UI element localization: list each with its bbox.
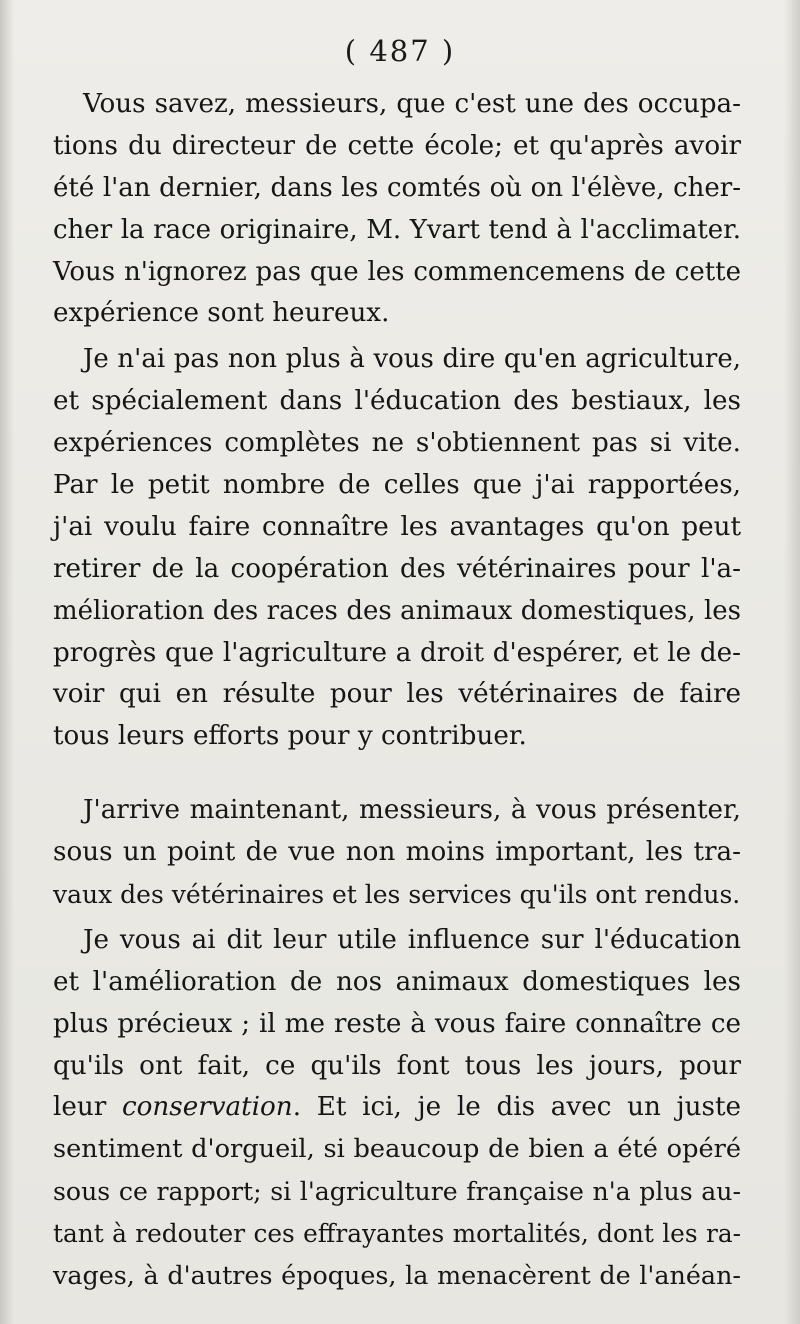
text-line: mélioration des races des animaux domestiques, les: [53, 595, 741, 626]
text-line: j'ai voulu faire connaître les avantages qu'on peut: [53, 511, 741, 542]
text-line: tant à redouter ces effrayantes mortalités, dont les ra-: [53, 1219, 741, 1249]
body-text: [53, 84, 741, 1297]
text-fragment: . Et ici, je le dis avec un juste: [292, 1092, 741, 1123]
text-line-with-italic: [53, 1087, 741, 1129]
text-line: qu'ils ont fait, ce qu'ils font tous les jours, pour: [53, 1050, 741, 1081]
text-line: progrès que l'agriculture a droit d'espérer, et le de-: [53, 637, 741, 668]
text-line: tous leurs efforts pour y contribuer.: [53, 721, 527, 752]
text-line: Vous n'ignorez pas que les commencemens de cette: [53, 256, 741, 287]
text-line: Je n'ai pas non plus à vous dire qu'en agriculture,: [83, 344, 741, 375]
text-line: cher la race originaire, M. Yvart tend à l'acclimater.: [53, 214, 741, 245]
text-line: expériences complètes ne s'obtiennent pas si vite.: [53, 428, 741, 459]
paragraph-3: [53, 790, 741, 916]
text-line: Par le petit nombre de celles que j'ai rapportées,: [53, 470, 741, 501]
text-line: J'arrive maintenant, messieurs, à vous présenter,: [83, 795, 741, 826]
text-fragment: leur: [53, 1092, 122, 1123]
page-number: ( 487 ): [344, 34, 456, 68]
text-line: tions du directeur de cette école; et qu'après avoir: [53, 130, 741, 161]
paragraph-4: [53, 920, 741, 1297]
text-line: vages, à d'autres époques, la menacèrent de l'anéan-: [53, 1260, 741, 1291]
text-line: voir qui en résulte pour les vétérinaires de faire: [53, 679, 741, 710]
text-line: vaux des vétérinaires et les services qu'ils ont rendus.: [53, 880, 741, 910]
text-line: retirer de la coopération des vétérinaires pour l'a-: [53, 553, 741, 584]
text-line: Vous savez, messieurs, que c'est une des occupa-: [83, 89, 741, 119]
text-line: sentiment d'orgueil, si beaucoup de bien a été opéré: [53, 1134, 741, 1165]
text-line: Je vous ai dit leur utile influence sur l'éducation: [83, 924, 741, 955]
text-line: plus précieux ; il me reste à vous faire connaître ce: [53, 1008, 741, 1039]
text-line: sous ce rapport; si l'agriculture française n'a plus au-: [53, 1177, 741, 1207]
italic-word: conservation: [121, 1092, 293, 1123]
text-line: expérience sont heureux.: [53, 298, 390, 329]
text-line: été l'an dernier, dans les comtés où on l'élève, cher-: [53, 172, 741, 203]
paragraph-1: [53, 84, 741, 335]
paragraph-2: [53, 339, 741, 758]
text-line: et spécialement dans l'éducation des bestiaux, les: [53, 386, 741, 417]
text-line: et l'amélioration de nos animaux domestiques les: [53, 966, 741, 997]
text-line: sous un point de vue non moins important, les tra-: [53, 837, 741, 868]
